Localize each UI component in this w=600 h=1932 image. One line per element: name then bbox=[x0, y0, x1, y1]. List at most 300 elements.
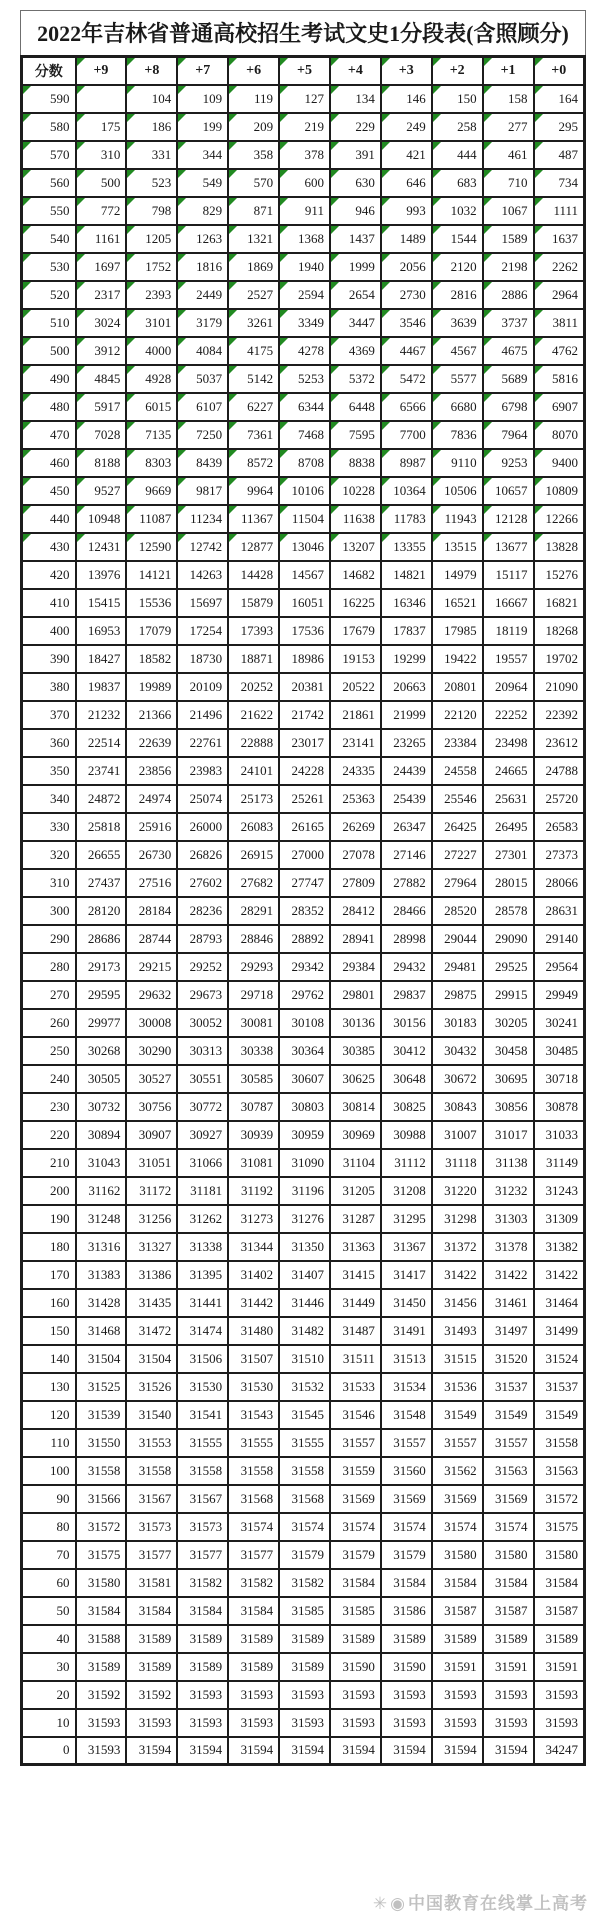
count-cell: 31589 bbox=[76, 1653, 127, 1681]
count-cell: 31589 bbox=[228, 1625, 279, 1653]
table-row bbox=[22, 1093, 585, 1121]
count-cell: 29875 bbox=[432, 981, 483, 1009]
count-cell: 277 bbox=[483, 113, 534, 141]
count-cell: 31487 bbox=[330, 1317, 381, 1345]
cell-corner-marker-icon bbox=[178, 170, 186, 178]
count-cell: 25439 bbox=[381, 785, 432, 813]
count-cell: 6107 bbox=[177, 393, 228, 421]
table-row bbox=[22, 897, 585, 925]
count-cell: 31563 bbox=[483, 1457, 534, 1485]
cell-corner-marker-icon bbox=[484, 338, 492, 346]
count-cell: 31584 bbox=[177, 1597, 228, 1625]
count-cell: 31256 bbox=[126, 1205, 177, 1233]
cell-corner-marker-icon bbox=[535, 86, 543, 94]
count-cell: 31593 bbox=[483, 1709, 534, 1737]
cell-corner-marker-icon bbox=[535, 114, 543, 122]
count-cell: 31510 bbox=[279, 1345, 330, 1373]
cell-corner-marker-icon bbox=[229, 506, 237, 514]
score-cell: 540 bbox=[22, 225, 76, 253]
cell-corner-marker-icon bbox=[433, 170, 441, 178]
count-cell: 17079 bbox=[126, 617, 177, 645]
cell-corner-marker-icon bbox=[178, 198, 186, 206]
cell-corner-marker-icon bbox=[535, 422, 543, 430]
table-row bbox=[22, 1569, 585, 1597]
count-cell: 31594 bbox=[432, 1737, 483, 1765]
count-cell: 31557 bbox=[483, 1429, 534, 1457]
count-cell: 31591 bbox=[483, 1653, 534, 1681]
count-cell: 5253 bbox=[279, 365, 330, 393]
count-cell: 12590 bbox=[126, 533, 177, 561]
count-cell: 15276 bbox=[534, 561, 585, 589]
count-cell: 25173 bbox=[228, 785, 279, 813]
count-cell: 1263 bbox=[177, 225, 228, 253]
count-cell: 19989 bbox=[126, 673, 177, 701]
count-cell: 29090 bbox=[483, 925, 534, 953]
cell-corner-marker-icon bbox=[77, 394, 85, 402]
count-cell: 3912 bbox=[76, 337, 127, 365]
count-cell: 27964 bbox=[432, 869, 483, 897]
score-segment-page bbox=[20, 10, 586, 1766]
cell-corner-marker-icon bbox=[77, 478, 85, 486]
score-cell: 320 bbox=[22, 841, 76, 869]
count-cell: 19557 bbox=[483, 645, 534, 673]
count-cell: 28120 bbox=[76, 897, 127, 925]
count-cell: 19153 bbox=[330, 645, 381, 673]
table-row bbox=[22, 197, 585, 225]
count-cell: 6798 bbox=[483, 393, 534, 421]
header-score: 分数 bbox=[22, 57, 76, 85]
count-cell: 19299 bbox=[381, 645, 432, 673]
count-cell: 31594 bbox=[228, 1737, 279, 1765]
cell-corner-marker-icon bbox=[178, 310, 186, 318]
count-cell: 31591 bbox=[534, 1653, 585, 1681]
count-cell: 31584 bbox=[228, 1597, 279, 1625]
table-row bbox=[22, 589, 585, 617]
score-cell: 510 bbox=[22, 309, 76, 337]
count-cell: 17837 bbox=[381, 617, 432, 645]
count-cell: 31543 bbox=[228, 1401, 279, 1429]
cell-corner-marker-icon bbox=[382, 478, 390, 486]
count-cell: 630 bbox=[330, 169, 381, 197]
count-cell: 391 bbox=[330, 141, 381, 169]
count-cell: 12877 bbox=[228, 533, 279, 561]
table-row bbox=[22, 1541, 585, 1569]
count-cell: 31589 bbox=[483, 1625, 534, 1653]
count-cell: 31560 bbox=[381, 1457, 432, 1485]
count-cell: 26655 bbox=[76, 841, 127, 869]
count-cell: 31588 bbox=[76, 1625, 127, 1653]
count-cell: 378 bbox=[279, 141, 330, 169]
cell-corner-marker-icon bbox=[178, 282, 186, 290]
count-cell: 31422 bbox=[432, 1261, 483, 1289]
count-cell: 17536 bbox=[279, 617, 330, 645]
cell-corner-marker-icon bbox=[280, 58, 288, 66]
count-cell: 5816 bbox=[534, 365, 585, 393]
count-cell: 24558 bbox=[432, 757, 483, 785]
cell-corner-marker-icon bbox=[331, 226, 339, 234]
count-cell: 24872 bbox=[76, 785, 127, 813]
score-cell: 310 bbox=[22, 869, 76, 897]
count-cell: 8987 bbox=[381, 449, 432, 477]
count-cell: 31287 bbox=[330, 1205, 381, 1233]
count-cell: 31450 bbox=[381, 1289, 432, 1317]
count-cell: 13046 bbox=[279, 533, 330, 561]
table-row bbox=[22, 1429, 585, 1457]
count-cell: 31569 bbox=[432, 1485, 483, 1513]
count-cell: 2594 bbox=[279, 281, 330, 309]
cell-corner-marker-icon bbox=[484, 86, 492, 94]
count-cell: 993 bbox=[381, 197, 432, 225]
count-cell: 31504 bbox=[76, 1345, 127, 1373]
cell-corner-marker-icon bbox=[127, 534, 135, 542]
count-cell: 31593 bbox=[483, 1681, 534, 1709]
cell-corner-marker-icon bbox=[382, 422, 390, 430]
cell-corner-marker-icon bbox=[23, 198, 31, 206]
cell-corner-marker-icon bbox=[280, 310, 288, 318]
cell-corner-marker-icon bbox=[280, 478, 288, 486]
count-cell: 31276 bbox=[279, 1205, 330, 1233]
count-cell: 31482 bbox=[279, 1317, 330, 1345]
count-cell: 7361 bbox=[228, 421, 279, 449]
cell-corner-marker-icon bbox=[382, 226, 390, 234]
count-cell: 31593 bbox=[330, 1709, 381, 1737]
count-cell: 5372 bbox=[330, 365, 381, 393]
count-cell: 18582 bbox=[126, 645, 177, 673]
score-cell: 280 bbox=[22, 953, 76, 981]
header-bonus-plus1: +1 bbox=[483, 57, 534, 85]
cell-corner-marker-icon bbox=[127, 310, 135, 318]
count-cell: 9669 bbox=[126, 477, 177, 505]
count-cell: 7595 bbox=[330, 421, 381, 449]
cell-corner-marker-icon bbox=[178, 86, 186, 94]
cell-corner-marker-icon bbox=[382, 198, 390, 206]
cell-corner-marker-icon bbox=[280, 394, 288, 402]
count-cell: 8572 bbox=[228, 449, 279, 477]
count-cell: 26425 bbox=[432, 813, 483, 841]
count-cell: 18730 bbox=[177, 645, 228, 673]
count-cell: 31581 bbox=[126, 1569, 177, 1597]
cell-corner-marker-icon bbox=[382, 254, 390, 262]
count-cell: 3447 bbox=[330, 309, 381, 337]
count-cell: 31589 bbox=[177, 1653, 228, 1681]
count-cell: 31118 bbox=[432, 1149, 483, 1177]
cell-corner-marker-icon bbox=[535, 478, 543, 486]
count-cell: 21232 bbox=[76, 701, 127, 729]
watermark-text: 中国教育在线掌上高考 bbox=[408, 1894, 588, 1913]
count-cell: 31383 bbox=[76, 1261, 127, 1289]
count-cell: 31593 bbox=[126, 1709, 177, 1737]
cell-corner-marker-icon bbox=[535, 282, 543, 290]
count-cell: 31507 bbox=[228, 1345, 279, 1373]
count-cell: 31593 bbox=[279, 1709, 330, 1737]
header-bonus-plus5: +5 bbox=[279, 57, 330, 85]
cell-corner-marker-icon bbox=[433, 338, 441, 346]
count-cell: 30412 bbox=[381, 1037, 432, 1065]
count-cell: 28066 bbox=[534, 869, 585, 897]
score-cell: 80 bbox=[22, 1513, 76, 1541]
count-cell: 26000 bbox=[177, 813, 228, 841]
table-row bbox=[22, 113, 585, 141]
count-cell: 31327 bbox=[126, 1233, 177, 1261]
count-cell: 31589 bbox=[279, 1625, 330, 1653]
count-cell: 26583 bbox=[534, 813, 585, 841]
count-cell: 29525 bbox=[483, 953, 534, 981]
count-cell: 1999 bbox=[330, 253, 381, 281]
count-cell: 31582 bbox=[177, 1569, 228, 1597]
count-cell: 30338 bbox=[228, 1037, 279, 1065]
count-cell: 31582 bbox=[279, 1569, 330, 1597]
count-cell: 16667 bbox=[483, 589, 534, 617]
count-cell: 31593 bbox=[534, 1681, 585, 1709]
count-cell: 20252 bbox=[228, 673, 279, 701]
cell-corner-marker-icon bbox=[178, 254, 186, 262]
cell-corner-marker-icon bbox=[77, 198, 85, 206]
count-cell: 31557 bbox=[330, 1429, 381, 1457]
cell-corner-marker-icon bbox=[382, 394, 390, 402]
cell-corner-marker-icon bbox=[331, 366, 339, 374]
count-cell: 17254 bbox=[177, 617, 228, 645]
count-cell: 3179 bbox=[177, 309, 228, 337]
count-cell: 31584 bbox=[76, 1597, 127, 1625]
count-cell: 2056 bbox=[381, 253, 432, 281]
count-cell: 27516 bbox=[126, 869, 177, 897]
count-cell: 31208 bbox=[381, 1177, 432, 1205]
score-cell: 470 bbox=[22, 421, 76, 449]
count-cell: 7028 bbox=[76, 421, 127, 449]
count-cell: 30505 bbox=[76, 1065, 127, 1093]
count-cell: 31081 bbox=[228, 1149, 279, 1177]
count-cell: 30290 bbox=[126, 1037, 177, 1065]
count-cell: 829 bbox=[177, 197, 228, 225]
count-cell: 29564 bbox=[534, 953, 585, 981]
count-cell: 31557 bbox=[381, 1429, 432, 1457]
count-cell: 31382 bbox=[534, 1233, 585, 1261]
cell-corner-marker-icon bbox=[229, 394, 237, 402]
score-cell: 40 bbox=[22, 1625, 76, 1653]
cell-corner-marker-icon bbox=[331, 114, 339, 122]
count-cell: 295 bbox=[534, 113, 585, 141]
count-cell: 27747 bbox=[279, 869, 330, 897]
count-cell: 29801 bbox=[330, 981, 381, 1009]
count-cell: 16953 bbox=[76, 617, 127, 645]
count-cell: 31386 bbox=[126, 1261, 177, 1289]
cell-corner-marker-icon bbox=[178, 450, 186, 458]
cell-corner-marker-icon bbox=[331, 170, 339, 178]
header-bonus-plus4: +4 bbox=[330, 57, 381, 85]
count-cell: 31572 bbox=[534, 1485, 585, 1513]
score-cell: 30 bbox=[22, 1653, 76, 1681]
count-cell: 31593 bbox=[381, 1681, 432, 1709]
count-cell: 31593 bbox=[432, 1709, 483, 1737]
count-cell: 30988 bbox=[381, 1121, 432, 1149]
score-cell: 230 bbox=[22, 1093, 76, 1121]
cell-corner-marker-icon bbox=[178, 394, 186, 402]
cell-corner-marker-icon bbox=[229, 170, 237, 178]
count-cell: 31350 bbox=[279, 1233, 330, 1261]
count-cell: 358 bbox=[228, 141, 279, 169]
table-row bbox=[22, 253, 585, 281]
table-row bbox=[22, 505, 585, 533]
cell-corner-marker-icon bbox=[331, 394, 339, 402]
count-cell: 31461 bbox=[483, 1289, 534, 1317]
score-cell: 60 bbox=[22, 1569, 76, 1597]
count-cell: 487 bbox=[534, 141, 585, 169]
count-cell: 17985 bbox=[432, 617, 483, 645]
count-cell: 31580 bbox=[432, 1541, 483, 1569]
cell-corner-marker-icon bbox=[77, 86, 85, 94]
count-cell: 31558 bbox=[534, 1429, 585, 1457]
score-cell: 10 bbox=[22, 1709, 76, 1737]
count-cell: 31566 bbox=[76, 1485, 127, 1513]
count-cell: 31464 bbox=[534, 1289, 585, 1317]
count-cell: 30878 bbox=[534, 1093, 585, 1121]
count-cell: 31162 bbox=[76, 1177, 127, 1205]
count-cell: 31563 bbox=[534, 1457, 585, 1485]
score-segment-table bbox=[20, 55, 586, 1766]
count-cell: 31449 bbox=[330, 1289, 381, 1317]
table-row bbox=[22, 1149, 585, 1177]
cell-corner-marker-icon bbox=[382, 338, 390, 346]
cell-corner-marker-icon bbox=[127, 450, 135, 458]
count-cell: 34247 bbox=[534, 1737, 585, 1765]
count-cell: 31586 bbox=[381, 1597, 432, 1625]
score-cell: 170 bbox=[22, 1261, 76, 1289]
count-cell: 16346 bbox=[381, 589, 432, 617]
count-cell: 4175 bbox=[228, 337, 279, 365]
cell-corner-marker-icon bbox=[77, 422, 85, 430]
count-cell: 7468 bbox=[279, 421, 330, 449]
count-cell: 5689 bbox=[483, 365, 534, 393]
cell-corner-marker-icon bbox=[229, 534, 237, 542]
count-cell: 20381 bbox=[279, 673, 330, 701]
count-cell: 30625 bbox=[330, 1065, 381, 1093]
count-cell: 8303 bbox=[126, 449, 177, 477]
score-cell: 430 bbox=[22, 533, 76, 561]
cell-corner-marker-icon bbox=[178, 478, 186, 486]
count-cell: 2816 bbox=[432, 281, 483, 309]
count-cell: 7964 bbox=[483, 421, 534, 449]
count-cell: 1869 bbox=[228, 253, 279, 281]
count-cell: 31593 bbox=[279, 1681, 330, 1709]
count-cell: 31557 bbox=[432, 1429, 483, 1457]
count-cell: 199 bbox=[177, 113, 228, 141]
cell-corner-marker-icon bbox=[23, 338, 31, 346]
cell-corner-marker-icon bbox=[178, 58, 186, 66]
count-cell: 1032 bbox=[432, 197, 483, 225]
count-cell: 30432 bbox=[432, 1037, 483, 1065]
count-cell: 30008 bbox=[126, 1009, 177, 1037]
count-cell: 104 bbox=[126, 85, 177, 113]
cell-corner-marker-icon bbox=[77, 254, 85, 262]
count-cell: 25074 bbox=[177, 785, 228, 813]
count-cell: 31017 bbox=[483, 1121, 534, 1149]
count-cell: 31593 bbox=[76, 1737, 127, 1765]
cell-corner-marker-icon bbox=[280, 534, 288, 542]
count-cell: 523 bbox=[126, 169, 177, 197]
count-cell: 30183 bbox=[432, 1009, 483, 1037]
cell-corner-marker-icon bbox=[229, 450, 237, 458]
count-cell: 31594 bbox=[381, 1737, 432, 1765]
count-cell: 30136 bbox=[330, 1009, 381, 1037]
count-cell: 8188 bbox=[76, 449, 127, 477]
count-cell: 21366 bbox=[126, 701, 177, 729]
cell-corner-marker-icon bbox=[23, 422, 31, 430]
score-cell: 500 bbox=[22, 337, 76, 365]
cell-corner-marker-icon bbox=[229, 310, 237, 318]
cell-corner-marker-icon bbox=[77, 282, 85, 290]
count-cell: 10809 bbox=[534, 477, 585, 505]
cell-corner-marker-icon bbox=[127, 254, 135, 262]
cell-corner-marker-icon bbox=[484, 422, 492, 430]
count-cell: 25363 bbox=[330, 785, 381, 813]
count-cell: 31574 bbox=[330, 1513, 381, 1541]
table-row bbox=[22, 981, 585, 1009]
count-cell: 1544 bbox=[432, 225, 483, 253]
count-cell: 31415 bbox=[330, 1261, 381, 1289]
cell-corner-marker-icon bbox=[127, 226, 135, 234]
cell-corner-marker-icon bbox=[331, 142, 339, 150]
count-cell: 29173 bbox=[76, 953, 127, 981]
score-cell: 340 bbox=[22, 785, 76, 813]
count-cell: 29252 bbox=[177, 953, 228, 981]
count-cell: 11087 bbox=[126, 505, 177, 533]
count-cell: 29044 bbox=[432, 925, 483, 953]
count-cell: 5577 bbox=[432, 365, 483, 393]
count-cell: 15117 bbox=[483, 561, 534, 589]
count-cell: 2393 bbox=[126, 281, 177, 309]
cell-corner-marker-icon bbox=[535, 226, 543, 234]
count-cell: 29837 bbox=[381, 981, 432, 1009]
count-cell: 29384 bbox=[330, 953, 381, 981]
cell-corner-marker-icon bbox=[23, 478, 31, 486]
cell-corner-marker-icon bbox=[382, 282, 390, 290]
count-cell: 21496 bbox=[177, 701, 228, 729]
cell-corner-marker-icon bbox=[280, 506, 288, 514]
count-cell: 10228 bbox=[330, 477, 381, 505]
count-cell: 12431 bbox=[76, 533, 127, 561]
count-cell: 25720 bbox=[534, 785, 585, 813]
count-cell: 20663 bbox=[381, 673, 432, 701]
cell-corner-marker-icon bbox=[535, 366, 543, 374]
count-cell: 31569 bbox=[381, 1485, 432, 1513]
cell-corner-marker-icon bbox=[23, 506, 31, 514]
count-cell: 21999 bbox=[381, 701, 432, 729]
count-cell: 3261 bbox=[228, 309, 279, 337]
score-cell: 220 bbox=[22, 1121, 76, 1149]
count-cell: 10106 bbox=[279, 477, 330, 505]
cell-corner-marker-icon bbox=[280, 366, 288, 374]
count-cell: 31574 bbox=[483, 1513, 534, 1541]
count-cell: 26269 bbox=[330, 813, 381, 841]
cell-corner-marker-icon bbox=[382, 310, 390, 318]
score-cell: 360 bbox=[22, 729, 76, 757]
count-cell: 31545 bbox=[279, 1401, 330, 1429]
count-cell: 21742 bbox=[279, 701, 330, 729]
table-row bbox=[22, 617, 585, 645]
cell-corner-marker-icon bbox=[484, 366, 492, 374]
table-row bbox=[22, 1289, 585, 1317]
count-cell: 4928 bbox=[126, 365, 177, 393]
count-cell: 30959 bbox=[279, 1121, 330, 1149]
score-cell: 70 bbox=[22, 1541, 76, 1569]
count-cell: 31568 bbox=[228, 1485, 279, 1513]
score-cell: 160 bbox=[22, 1289, 76, 1317]
count-cell: 18871 bbox=[228, 645, 279, 673]
cell-corner-marker-icon bbox=[127, 338, 135, 346]
count-cell: 14979 bbox=[432, 561, 483, 589]
count-cell: 10948 bbox=[76, 505, 127, 533]
count-cell: 31546 bbox=[330, 1401, 381, 1429]
